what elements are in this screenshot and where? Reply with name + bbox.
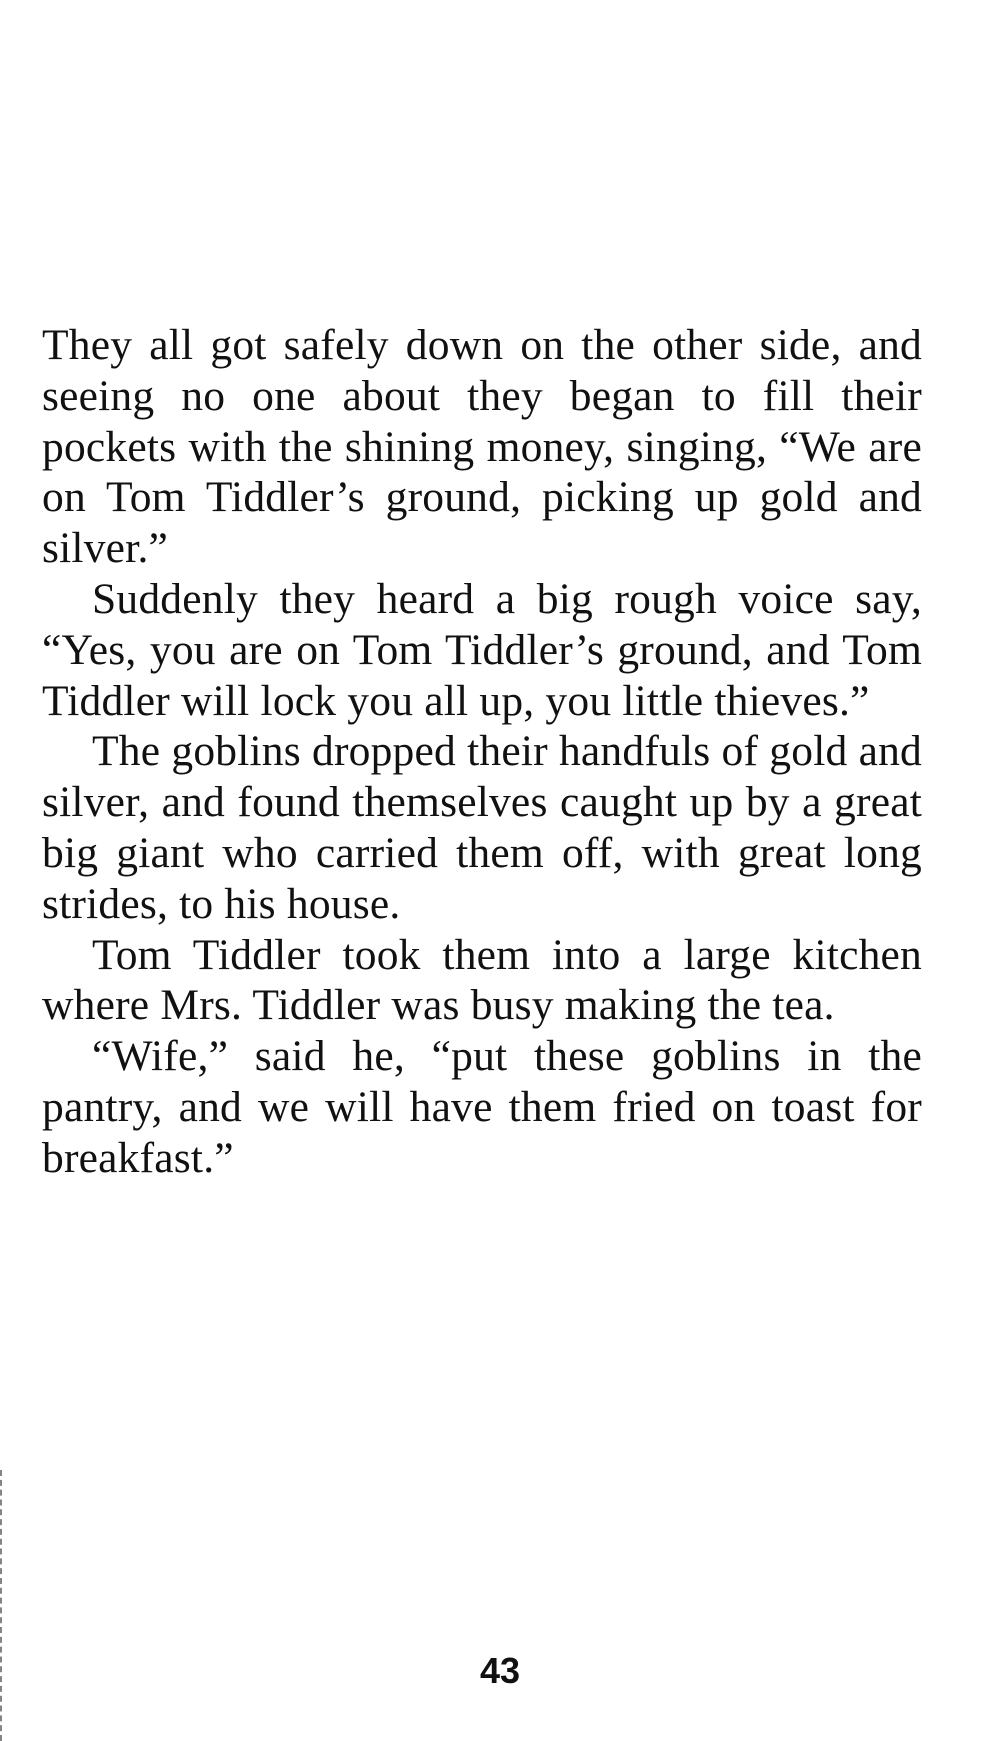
- paragraph-2: Suddenly they heard a big rough voice say, “Yes, you are on Tom Tiddler’s ground, and Tom Tiddler will lock you all up, you little thieves.”: [42, 574, 922, 725]
- scan-edge-divider: [0, 1470, 4, 1741]
- paragraph-1: They all got safely down on the other side, and seeing no one about they began to fill their pockets with the shining money, singing, “We are on Tom Tiddler’s ground, picking up gold and silver.”: [42, 321, 922, 573]
- page-number: 43: [479, 1650, 521, 1691]
- paragraph-4: Tom Tiddler took them into a large kitchen where Mrs. Tiddler was busy making the tea.: [42, 930, 922, 1030]
- paragraph-5: “Wife,” said he, “put these goblins in the pantry, and we will have them fried on toast for breakfast.”: [42, 1032, 922, 1182]
- paragraph-3: The goblins dropped their handfuls of gold and silver, and found themselves caught up by a great big giant who carried them off, with great long strides, to his house.: [42, 727, 922, 928]
- body-text: [42, 320, 922, 1184]
